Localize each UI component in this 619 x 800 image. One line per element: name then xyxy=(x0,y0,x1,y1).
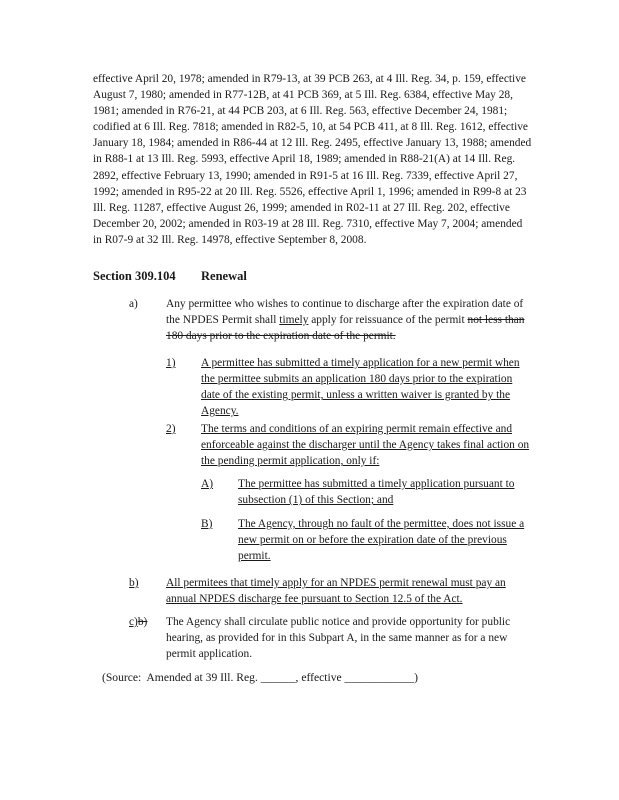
history-paragraph: effective April 20, 1978; amended in R79-13, at 39 PCB 263, at 4 Ill. Reg. 34, p. 159, effective August 7, 1980; amended in R77-12B, at 41 PCB 369, at 5 Ill. Reg. 6384, effective May 28, 1981; amended in R76-21, at 44 PCB 203, at 6 Ill. Reg. 563, effective December 24, 1981; codified at 6 Ill. Reg. 7818; amended in R82-5, 10, at 54 PCB 411, at 8 Ill. Reg. 1612, effective January 18, 1984; amended in R86-44 at 12 Ill. Reg. 2495, effective January 13, 1988; amended in R88-1 at 13 Ill. Reg. 5993, effective April 18, 1989; amended in R88-21(A) at 14 Ill. Reg. 2892, effective February 13, 1990; amended in R91-5 at 16 Ill. Reg. 7339, effective April 27, 1992; amended in R95-22 at 20 Ill. Reg. 5526, effective April 1, 1996; amended in R99-8 at 23 Ill. Reg. 11287, effective August 26, 1999; amended in R02-11 at 27 Ill. Reg. 202, effective December 20, 2002; amended in R03-19 at 28 Ill. Reg. 7310, effective May 7, 2004; amended in R07-9 at 32 Ill. Reg. 14978, effective September 8, 2008. xyxy=(93,73,532,246)
item-A-label: A) xyxy=(201,478,214,490)
section-number: Section 309.104 xyxy=(93,269,176,283)
item-A-text: The permittee has submitted a timely application pursuant to subsection (1) of this Section; and xyxy=(238,478,515,507)
item-c-new-label: c) xyxy=(129,616,138,628)
item-a-text xyxy=(166,296,534,344)
item-c-text: The Agency shall circulate public notice and provide opportunity for public hearing, as provided for in this Subpart A, in the same manner as for a new permit application. xyxy=(166,616,511,661)
section-title: Renewal xyxy=(201,269,247,283)
item-2-label: 2) xyxy=(166,423,176,435)
item-B-text: The Agency, through no fault of the permittee, does not issue a new permit on or before the expiration date of the previous permit. xyxy=(238,518,525,563)
item-b-text: All permitees that timely apply for an NPDES permit renewal must pay an annual NPDES discharge fee pursuant to Section 12.5 of the Act. xyxy=(166,577,506,606)
item-b-label: b) xyxy=(129,577,139,589)
item-1-label: 1) xyxy=(166,357,176,369)
item-c-label xyxy=(129,614,147,630)
section-heading xyxy=(93,269,493,284)
item-a-label: a) xyxy=(129,298,138,310)
item-B-label: B) xyxy=(201,518,213,530)
source-note: (Source: Amended at 39 Ill. Reg. ______, effective ____________) xyxy=(102,671,418,684)
item-a-inserted-word: timely xyxy=(279,314,309,327)
item-a-text-part2: apply for reissuance of the permit xyxy=(308,314,468,327)
item-c-old-label: b) xyxy=(137,616,148,628)
item-2-text: The terms and conditions of an expiring permit remain effective and enforceable against the discharger until the Agency takes final action on the pending permit application, only if: xyxy=(201,423,530,468)
item-a-deleted-text: not less than 180 days prior to the expiration date of the permit. xyxy=(166,314,525,343)
item-a-text-part1: Any permittee who wishes to continue to discharge after the expiration date of the NPDES Permit shall xyxy=(166,298,524,327)
item-1-text: A permittee has submitted a timely application for a new permit when the permittee submits an application 180 days prior to the expiration date of the existing permit, unless a written waiver is granted by the Agency. xyxy=(201,357,520,418)
